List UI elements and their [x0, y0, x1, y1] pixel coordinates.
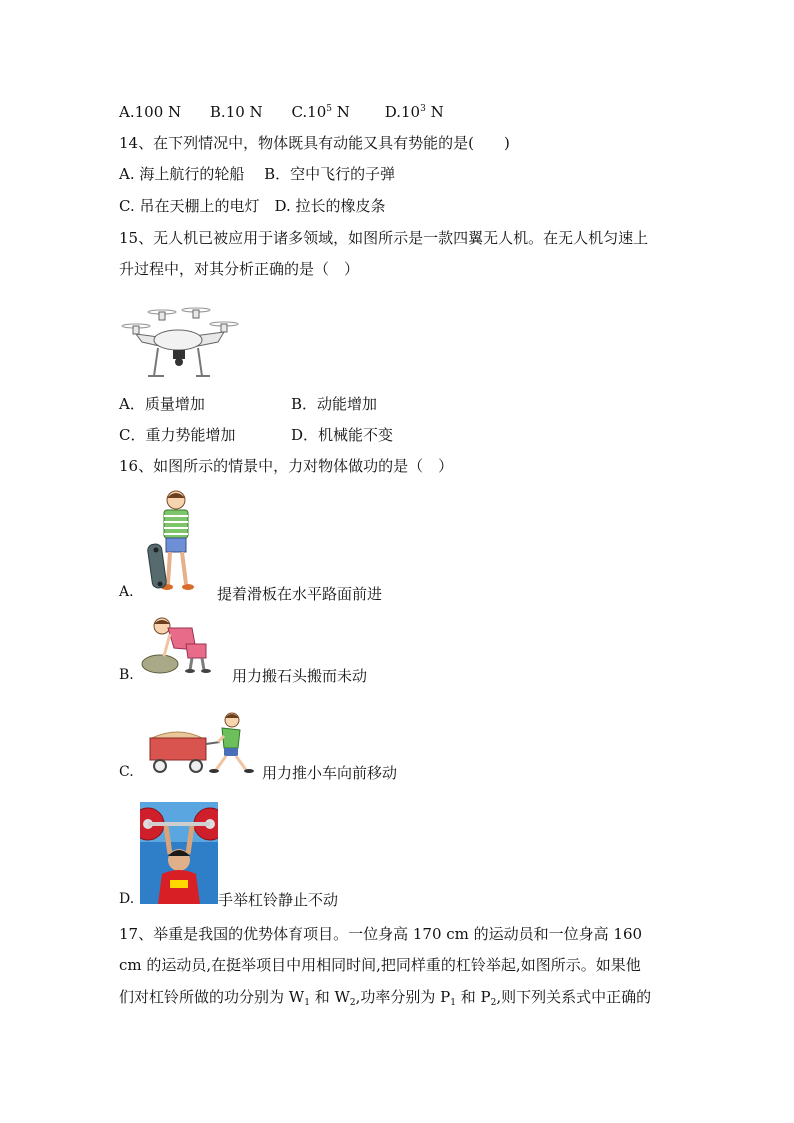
skateboard-boy-figure [146, 488, 206, 596]
q16-option-a-letter: A. [119, 584, 134, 600]
q14-options-row1: A. 海上航行的轮船 B．空中飞行的子弹 [119, 165, 396, 183]
q16-option-b-letter: B. [119, 667, 134, 683]
weightlifter-photo [140, 802, 218, 904]
q14-stem: 14、在下列情况中，物体既具有动能又具有势能的是( ) [119, 134, 510, 152]
q13-option-b: B.10 N [209, 103, 263, 121]
q15-option-d: D．机械能不变 [291, 426, 394, 444]
q15-option-a: A．质量增加 [119, 395, 205, 413]
q17-line2: cm 的运动员,在挺举项目中用相同时间,把同样重的杠铃举起,如图所示。如果他 [119, 956, 641, 974]
q16-option-c-letter: C. [119, 764, 134, 780]
q15-option-c: C．重力势能增加 [119, 426, 236, 444]
q17-line3: 们对杠铃所做的功分别为 $W_1$ 和 $W_2$,功率分别为 $P_1$ 和 $P_2$,则下列关系式中正确的 [119, 988, 652, 1008]
q15-option-b: B．动能增加 [291, 395, 378, 413]
q13-options [119, 102, 444, 122]
q14-options-row2: C. 吊在天棚上的电灯 D. 拉长的橡皮条 [119, 197, 386, 215]
drone-figure [118, 290, 242, 382]
q17-line1: 17、举重是我国的优势体育项目。一位身高 170 cm 的运动员和一位身高 160 [119, 925, 643, 943]
q15-stem-line2: 升过程中，对其分析正确的是（ ） [119, 260, 360, 278]
q13-option-d: $D.10^3$ N [384, 103, 444, 121]
p2-subscript: 2 [490, 998, 497, 1008]
q16-option-b-text: 用力搬石头搬而未动 [232, 667, 368, 685]
q16-stem: 16、如图所示的情景中，力对物体做功的是（ ） [119, 457, 454, 475]
q16-option-d-letter: D. [119, 891, 135, 907]
lifting-stone-figure [140, 614, 216, 674]
q16-option-a-text: 提着滑板在水平路面前进 [217, 585, 383, 603]
q13-option-c: $C.10^5$ N [291, 103, 350, 121]
q16-option-d-text: 手举杠铃静止不动 [218, 891, 339, 909]
pushing-cart-figure [146, 708, 258, 776]
w1-subscript: 1 [304, 998, 310, 1008]
q15-stem-line1: 15、无人机已被应用于诸多领域，如图所示是一款四翼无人机。在无人机匀速上 [119, 229, 649, 247]
q16-option-c-text: 用力推小车向前移动 [262, 764, 398, 782]
q13-option-a: A.100 N [119, 103, 182, 121]
p1-subscript: 1 [450, 998, 456, 1008]
w2-subscript: 2 [349, 998, 356, 1008]
